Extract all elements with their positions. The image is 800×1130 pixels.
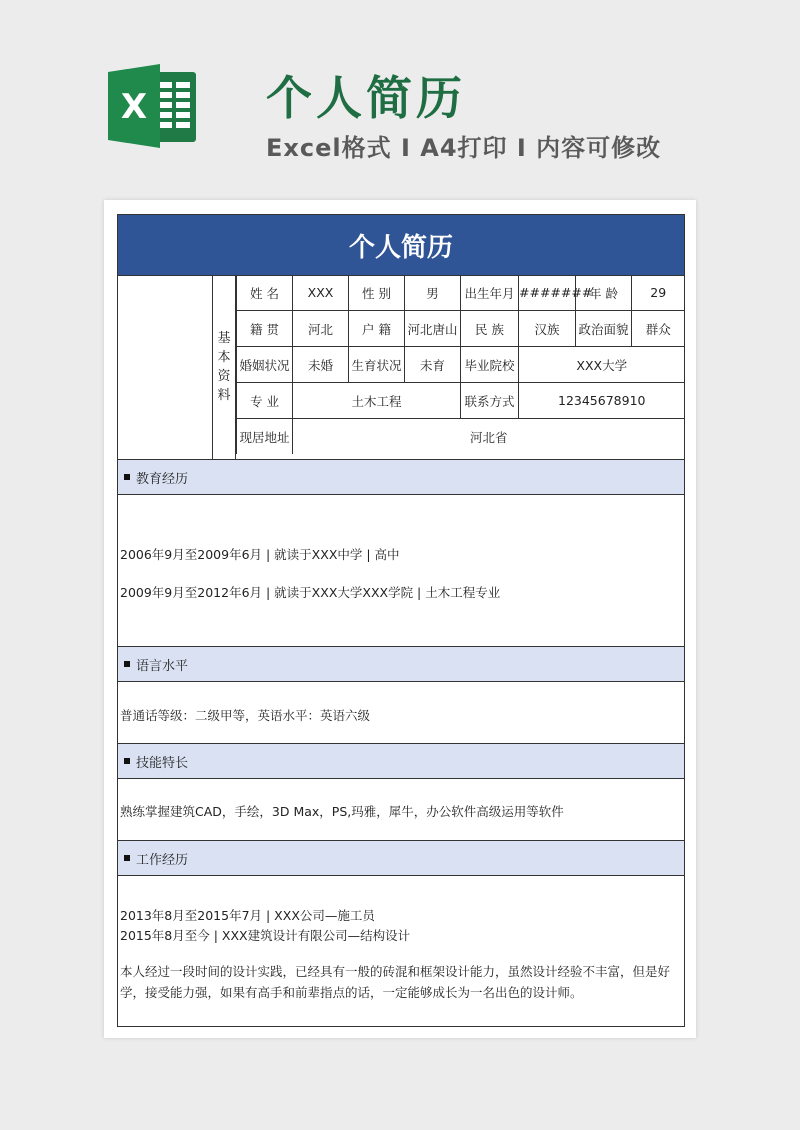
resume-sheet xyxy=(117,214,685,1027)
basic-info-block xyxy=(118,275,684,459)
table-row xyxy=(237,419,685,455)
square-bullet-icon xyxy=(124,661,130,667)
self-summary-text[interactable]: 本人经过一段时间的设计实践，已经具有一般的砖混和框架设计能力，虽然设计经验不丰富，但是好学，接受能力强，如果有高手和前辈指点的话，一定能够成长为一名出色的设计师。 xyxy=(120,964,671,1000)
value-cell[interactable]: 12345678910 xyxy=(519,383,685,419)
value-cell[interactable]: 汉族 xyxy=(519,311,576,347)
label-cell: 毕业院校 xyxy=(461,347,519,383)
section-title: 技能特长 xyxy=(136,755,189,771)
section-title: 教育经历 xyxy=(136,471,189,487)
value-cell[interactable]: ####### xyxy=(519,275,576,311)
label-cell: 性 别 xyxy=(349,275,405,311)
label-cell: 专 业 xyxy=(237,383,293,419)
excel-logo-icon xyxy=(104,58,200,154)
value-cell[interactable]: 河北 xyxy=(293,311,349,347)
value-cell[interactable]: XXX大学 xyxy=(519,347,685,383)
square-bullet-icon xyxy=(124,855,130,861)
logo-letter: X xyxy=(120,87,148,127)
value-cell[interactable]: 土木工程 xyxy=(293,383,461,419)
photo-cell[interactable] xyxy=(118,275,213,459)
resume-banner-title: 个人简历 xyxy=(118,215,684,276)
square-bullet-icon xyxy=(124,474,130,480)
education-item[interactable]: 2009年9月至2012年6月 | 就读于XXX大学XXX学院 | 土木工程专业 xyxy=(120,585,501,600)
value-cell[interactable]: 河北唐山 xyxy=(405,311,461,347)
value-cell[interactable]: 未婚 xyxy=(293,347,349,383)
page-header xyxy=(0,0,800,200)
section-header-skills xyxy=(118,743,684,779)
basic-info-label-cell xyxy=(213,275,236,459)
education-item[interactable]: 2006年9月至2009年6月 | 就读于XXX中学 | 高中 xyxy=(120,547,400,562)
work-item[interactable]: 2013年8月至2015年7月 | XXX公司—施工员 xyxy=(120,908,375,923)
basic-info-table xyxy=(236,275,685,454)
label-cell: 户 籍 xyxy=(349,311,405,347)
label-cell: 生育状况 xyxy=(349,347,405,383)
label-cell: 姓 名 xyxy=(237,275,293,311)
value-cell[interactable]: 群众 xyxy=(632,311,685,347)
label-cell: 籍 贯 xyxy=(237,311,293,347)
basic-info-label: 基 本 资 料 xyxy=(217,331,231,403)
work-item[interactable]: 2015年8月至今 | XXX建筑设计有限公司—结构设计 xyxy=(120,928,411,943)
value-cell[interactable]: 河北省 xyxy=(293,419,685,455)
label-cell: 出生年月 xyxy=(461,275,519,311)
value-cell[interactable]: 29 xyxy=(632,275,685,311)
square-bullet-icon xyxy=(124,758,130,764)
label-cell: 民 族 xyxy=(461,311,519,347)
label-cell: 现居地址 xyxy=(237,419,293,455)
label-cell: 政治面貌 xyxy=(576,311,632,347)
language-text[interactable]: 普通话等级：二级甲等，英语水平：英语六级 xyxy=(120,708,371,723)
section-header-language xyxy=(118,646,684,682)
table-row xyxy=(237,383,685,419)
skills-text[interactable]: 熟练掌握建筑CAD，手绘，3D Max，PS,玛雅，犀牛，办公软件高级运用等软件 xyxy=(120,804,564,819)
section-title: 语言水平 xyxy=(136,658,189,674)
value-cell[interactable]: 未育 xyxy=(405,347,461,383)
table-row xyxy=(237,347,685,383)
section-header-work xyxy=(118,840,684,876)
label-cell: 婚姻状况 xyxy=(237,347,293,383)
label-cell: 联系方式 xyxy=(461,383,519,419)
section-title: 工作经历 xyxy=(136,852,189,868)
table-row xyxy=(237,311,685,347)
value-cell[interactable]: XXX xyxy=(293,275,349,311)
label-cell: 年 龄 xyxy=(576,275,632,311)
page-title: 个人简历 xyxy=(266,71,466,125)
value-cell[interactable]: 男 xyxy=(405,275,461,311)
table-row xyxy=(237,275,685,311)
page-subtitle: Excel格式 I A4打印 I 内容可修改 xyxy=(266,134,662,162)
section-header-education xyxy=(118,459,684,495)
